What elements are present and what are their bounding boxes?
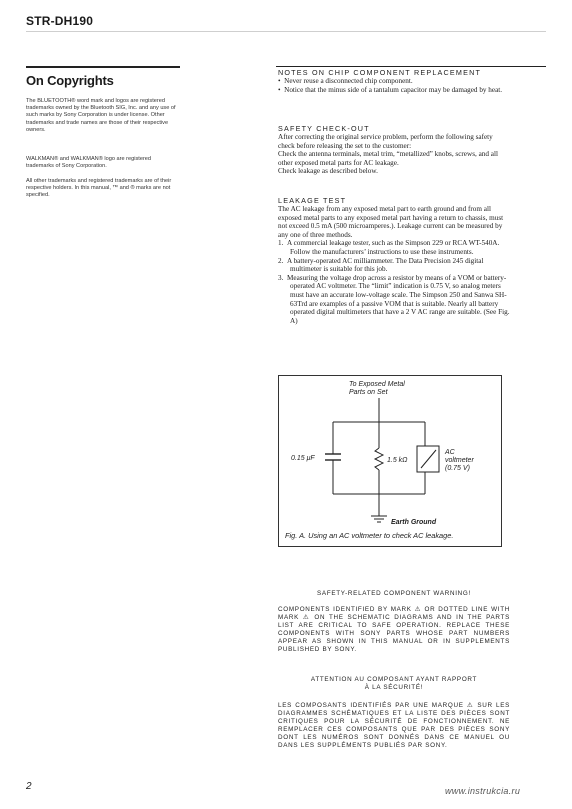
notes-list bbox=[278, 77, 510, 94]
meter-label-voltmeter: voltmeter bbox=[445, 457, 474, 464]
copyrights-paragraph-1: The BLUETOOTH® word mark and logos are registered trademarks owned by the Bluetooth SIG, Inc. and any use of such marks by Sony Corporation is under license. Other trademarks and trade names are those of their respective owners. bbox=[26, 98, 176, 133]
warning-fr-text: LES COMPOSANTS IDENTIFIÉS PAR UNE MARQUE ⚠ SUR LES DIAGRAMMES SCHÉMATIQUES ET LA LISTE DES PIÈCES SONT CRITIQUES POUR LA SÉCURITÉ DE FONCTIONNEMENT. NE REMPLACER CES COMPOSANTS QUE PAR DES PIÈCES SONY DONT LES NUMÉROS SONT DONNÉS DANS CE MANUEL OU DANS LES SUPPLÉMENTS PUBLIÉS PAR SONY. bbox=[278, 702, 510, 749]
leakage-item: 2. A battery-operated AC milliammeter. The Data Precision 245 digital multimeter is suitable for this job. bbox=[278, 256, 484, 274]
model-name: STR-DH190 bbox=[26, 14, 94, 28]
figure-caption: Fig. A. Using an AC voltmeter to check AC leakage. bbox=[285, 531, 454, 540]
page-number: 2 bbox=[26, 781, 32, 792]
notes-item: • Notice that the minus side of a tantalum capacitor may be damaged by heat. bbox=[278, 85, 503, 94]
watermark: www.instrukcia.ru bbox=[445, 786, 521, 796]
label-parts-on-set: Parts on Set bbox=[349, 389, 388, 396]
capacitor-label: 0.15 μF bbox=[291, 455, 315, 462]
meter-label-ac: AC bbox=[445, 449, 455, 456]
resistor-label: 1.5 kΩ bbox=[387, 457, 408, 464]
notes-item: • Never reuse a disconnected chip component. bbox=[278, 77, 413, 85]
safety-text: After correcting the original service problem, perform the following safety check before releasing the set to the customer: Check the antenna terminals, metal trim, “metallized” knobs, screws, and all other exposed metal parts for AC leakage. Check leakage as described below. bbox=[278, 133, 498, 176]
notes-title: NOTES ON CHIP COMPONENT REPLACEMENT bbox=[278, 68, 482, 77]
safety-title: SAFETY CHECK-OUT bbox=[278, 124, 370, 133]
warning-en-title: SAFETY-RELATED COMPONENT WARNING! bbox=[317, 590, 471, 597]
header-rule bbox=[26, 31, 546, 32]
copyrights-title: On Copyrights bbox=[26, 73, 114, 88]
right-column-rule bbox=[276, 66, 546, 67]
resistor-symbol bbox=[375, 448, 383, 470]
figure-a bbox=[278, 375, 502, 547]
leakage-body: The AC leakage from any exposed metal part to earth ground and from all exposed metal parts to any exposed metal part having a return to chassis, must not exceed 0.5 mA (500 microamperes.). Leakage current can be measured by any one of three methods. 1. A commercial leakage tester, such as the Simpson 229 or RCA WT-540A. Follow the manufacturers’ instructions to use these instruments. 2. A battery-operated AC milliammeter. The Data Precision 245 digital multimeter is suitable for this job. 3. Measuring the voltage drop across a resistor by means of a VOM or battery-operated AC voltmeter. The “limit” indication is 0.75 V, so analog meters must have an accurate low-voltage scale. The Simpson 250 and Sanwa SH-63Trd are examples of a passive VOM that is suitable. Nearly all battery operated digital multimeters that have a 2 V AC range are suitable. (See Fig. A) bbox=[278, 205, 510, 325]
warning-fr-title-2: À LA SÉCURITÉ! bbox=[364, 684, 424, 691]
copyrights-rule bbox=[26, 66, 180, 68]
warning-en-text: COMPONENTS IDENTIFIED BY MARK ⚠ OR DOTTED LINE WITH MARK ⚠ ON THE SCHEMATIC DIAGRAMS AND IN THE PARTS LIST ARE CRITICAL TO SAFE OPERATION. REPLACE THESE COMPONENTS WITH SONY PARTS WHOSE PART NUMBERS APPEAR AS SHOWN IN THIS MANUAL OR IN SUPPLEMENTS PUBLISHED BY SONY. bbox=[278, 606, 510, 653]
leakage-item: 1. A commercial leakage tester, such as the Simpson 229 or RCA WT-540A. Follow the manufacturers’ instructions to use these instruments. bbox=[278, 239, 500, 256]
copyrights-paragraph-2: WALKMAN® and WALKMAN® logo are registered trademarks of Sony Corporation. bbox=[26, 156, 152, 170]
warning-fr-title-1: ATTENTION AU COMPOSANT AYANT RAPPORT bbox=[310, 676, 478, 683]
leakage-title: LEAKAGE TEST bbox=[278, 196, 347, 205]
leakage-item: 3. Measuring the voltage drop across a resistor by means of a VOM or battery-operated AC voltmeter. The “limit” indication is 0.75 V, so analog meters must have an accurate low-voltage scale. The Simpson 250 and Sanwa SH-63Trd are examples of a passive VOM that is suitable. Nearly all battery operated digital multimeters that have a 2 V AC range are suitable. (See Fig. A) bbox=[278, 273, 510, 325]
label-exposed-metal: To Exposed Metal bbox=[349, 381, 405, 388]
leakage-circuit-diagram bbox=[279, 376, 501, 546]
ground-label: Earth Ground bbox=[391, 519, 437, 526]
copyrights-paragraph-3: All other trademarks and registered trademarks are of their respective holders. In this manual, ™ and ® marks are not specified. bbox=[26, 178, 172, 199]
meter-label-range: (0.75 V) bbox=[445, 465, 470, 472]
